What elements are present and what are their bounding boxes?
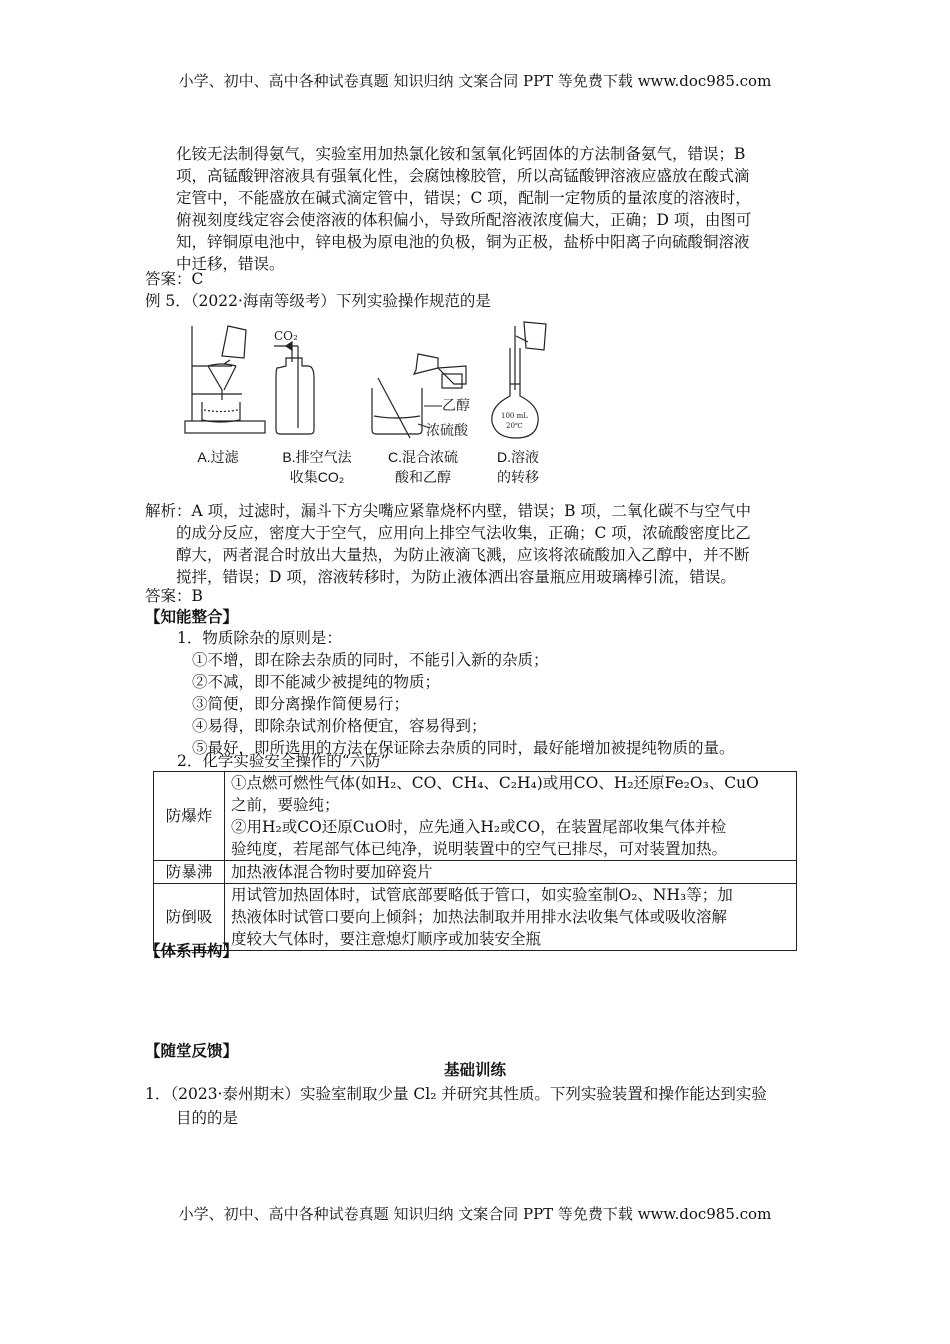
principle-title: 1．物质除杂的原则是：: [177, 629, 342, 647]
flask-volume-label: 100 mL: [501, 412, 528, 420]
analysis5-line: 的成分反应，密度大于空气，应用向上排空气法收集，正确；C 项，浓硫酸密度比乙: [176, 524, 751, 542]
safety-table: [153, 771, 797, 951]
page-footer: 小学、初中、高中各种试卷真题 知识归纳 文案合同 PPT 等免费下载 www.doc985.com: [178, 1205, 772, 1223]
flask-temp-label: 20℃: [506, 422, 523, 430]
prev-analysis-line: 中迁移，错误。: [176, 255, 285, 273]
row-head: 防倒吸: [154, 884, 225, 951]
acid-label: 浓硫酸: [426, 423, 468, 439]
caption-c: [378, 447, 468, 487]
principle-item: ②不减，即不能减少被提纯的物质；: [192, 673, 441, 691]
row-head: 防暴沸: [154, 861, 225, 884]
principle-item: ⑤最好，即所选用的方法在保证除去杂质的同时，最好能增加被提纯物质的量。: [192, 739, 735, 757]
table-row: [154, 772, 797, 861]
row-body: [225, 884, 797, 951]
caption-b-line: 收集CO₂: [289, 469, 345, 485]
section-integration: 【知能整合】: [145, 608, 239, 626]
caption-d: [488, 447, 548, 487]
caption-a-line: A.过滤: [197, 449, 239, 465]
basic-training-heading: 基础训练: [443, 1061, 506, 1079]
example-5-title: 例 5．（2022·海南等级考）下列实验操作规范的是: [145, 292, 491, 310]
ethanol-label: 乙醇: [442, 398, 470, 414]
row-line: ①点燃可燃性气体(如H₂、CO、CH₄、C₂H₄)或用CO、H₂还原Fe₂O₃、CuO: [231, 774, 759, 792]
caption-c-line: C.混合浓硫: [388, 449, 458, 465]
filtration-apparatus: [185, 326, 265, 433]
gas-bottle-apparatus: [274, 342, 314, 434]
safety-title: 2．化学实验安全操作的“六防”: [177, 752, 389, 770]
row-line: 之前，要验纯；: [231, 796, 340, 814]
prev-analysis-line: 化铵无法制得氨气，实验室用加热氯化铵和氢氧化钙固体的方法制备氨气，错误；B: [176, 145, 746, 163]
principle-item: ③简便，即分离操作简便易行；: [192, 695, 410, 713]
row-line: 用试管加热固体时，试管底部要略低于管口，如实验室制O₂、NH₃等；加: [231, 886, 733, 904]
row-body: [225, 861, 797, 884]
question-1-line: 目的的是: [176, 1109, 239, 1127]
caption-b-line: B.排空气法: [282, 449, 352, 465]
analysis5-line: 解析：A 项，过滤时，漏斗下方尖嘴应紧靠烧杯内壁，错误；B 项，二氧化碳不与空气中: [145, 502, 751, 520]
row-line: 加热液体混合物时要加碎瓷片: [231, 863, 433, 881]
volumetric-flask-apparatus: [492, 322, 546, 438]
apparatus-figure: [180, 318, 565, 443]
table-row: [154, 861, 797, 884]
caption-b: [272, 447, 362, 487]
row-line: 验纯度，若尾部气体已纯净，说明装置中的空气已排尽，可对装置加热。: [231, 840, 728, 858]
co2-label: CO₂: [274, 329, 298, 343]
row-line: ②用H₂或CO还原CuO时，应先通入H₂或CO，在装置尾部收集气体并检: [231, 818, 727, 836]
analysis5-line: 醇大，两者混合时放出大量热，为防止液滴飞溅，应该将浓硫酸加入乙醇中，并不断: [176, 546, 750, 564]
question-1-line: 1．（2023·泰州期末）实验室制取少量 Cl₂ 并研究其性质。下列实验装置和操作能达到实验: [145, 1085, 767, 1103]
section-feedback: 【随堂反馈】: [145, 1042, 239, 1060]
row-body: [225, 772, 797, 861]
row-line: 热液体时试管口要向上倾斜；加热法制取并用排水法收集气体或吸收溶解: [231, 908, 728, 926]
prev-analysis-line: 知，锌铜原电池中，锌电极为原电池的负极，铜为正极，盐桥中阳离子向硫酸铜溶液: [176, 233, 750, 251]
row-head: 防爆炸: [154, 772, 225, 861]
analysis5-line: 搅拌，错误；D 项，溶液转移时，为防止液体洒出容量瓶应用玻璃棒引流，错误。: [176, 568, 736, 586]
prev-analysis-line: 项，高锰酸钾溶液具有强氧化性，会腐蚀橡胶管，所以高锰酸钾溶液应盛放在酸式滴: [176, 167, 750, 185]
caption-c-line: 酸和乙醇: [395, 469, 451, 485]
answer-b: 答案：B: [145, 587, 203, 605]
row-line: 度较大气体时，要注意熄灯顺序或加装安全瓶: [231, 930, 542, 948]
prev-analysis-line: 定管中，不能盛放在碱式滴定管中，错误；C 项，配制一定物质的量浓度的溶液时，: [176, 189, 751, 207]
table-row: [154, 884, 797, 951]
caption-a: [188, 447, 248, 467]
answer-c: 答案：C: [145, 270, 204, 288]
caption-d-line: D.溶液: [497, 449, 539, 465]
caption-d-line: 的转移: [497, 469, 539, 485]
section-system: 【体系再构】: [145, 942, 239, 960]
principle-item: ①不增，即在除去杂质的同时，不能引入新的杂质；: [192, 651, 549, 669]
prev-analysis-line: 俯视刻度线定容会使溶液的体积偏小，导致所配溶液浓度偏大，正确；D 项，由图可: [176, 211, 752, 229]
principle-item: ④易得，即除杂试剂价格便宜，容易得到；: [192, 717, 487, 735]
page-header: 小学、初中、高中各种试卷真题 知识归纳 文案合同 PPT 等免费下载 www.doc985.com: [178, 72, 772, 90]
